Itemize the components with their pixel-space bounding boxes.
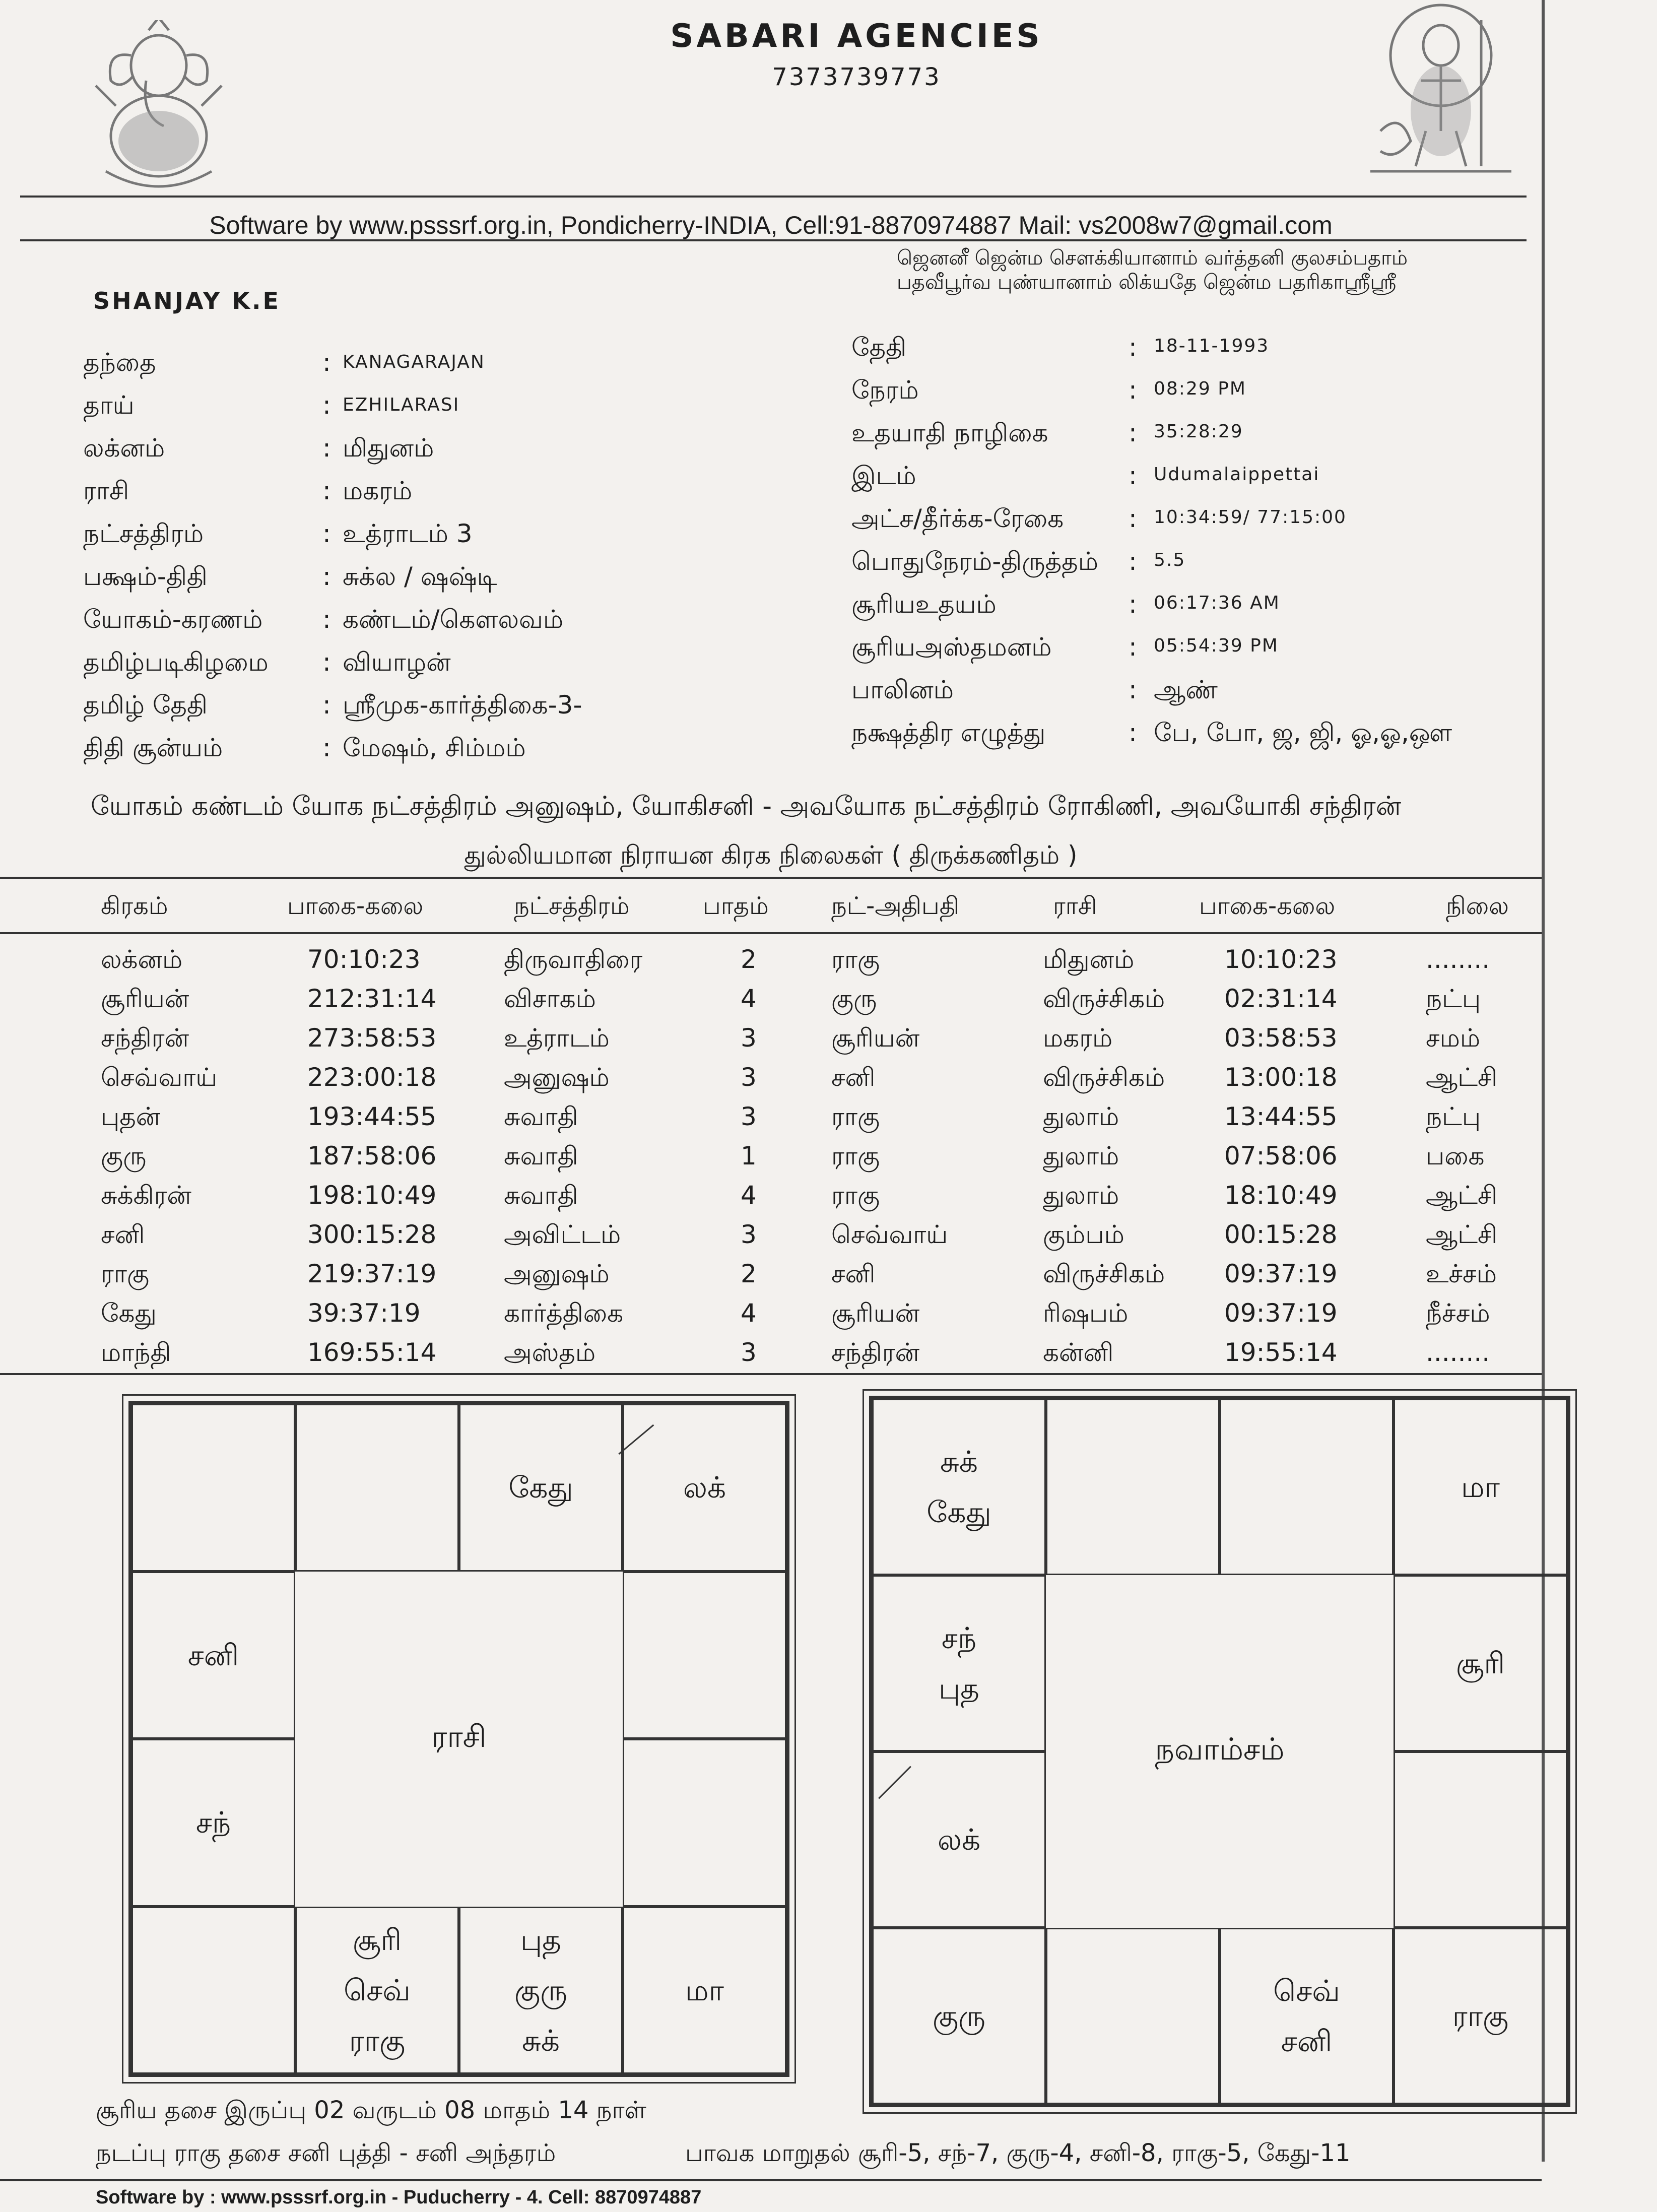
table-cell: 4: [741, 1298, 757, 1328]
chart-house: [872, 1575, 1046, 1751]
table-cell: 219:37:19: [307, 1259, 437, 1288]
table-cell: 273:58:53: [307, 1023, 437, 1053]
field-label: தமிழ் தேதி: [83, 690, 208, 720]
planet-label: சனி: [187, 1638, 239, 1672]
chart-title: நவாம்சம்: [1155, 1732, 1285, 1767]
field-value: 06:17:36 AM: [1154, 593, 1280, 613]
table-cell: குரு: [101, 1141, 147, 1170]
table-cell: 70:10:23: [307, 945, 421, 974]
table-cell: விசாகம்: [504, 984, 596, 1013]
field-value: கண்டம்/கௌலவம்: [343, 605, 564, 634]
table-cell: துலாம்: [1043, 1141, 1119, 1170]
colon: :: [322, 733, 331, 762]
planet-label: மா: [1461, 1470, 1500, 1504]
planet-label: சுக்: [940, 1445, 978, 1479]
planet-label: சந்: [941, 1621, 977, 1655]
field-value: EZHILARASI: [343, 395, 460, 415]
field-udayadi: [851, 418, 1243, 451]
field-sunrise: [851, 590, 1280, 622]
table-cell: கும்பம்: [1043, 1220, 1124, 1249]
colon: :: [1129, 675, 1137, 704]
mantra-line: ஜெனனீ ஜென்ம சௌக்கியானாம் வர்த்தனி குலசம்பதாம்: [897, 246, 1408, 270]
colon: :: [322, 690, 331, 720]
field-label: பாலினம்: [851, 675, 954, 704]
field-value: KANAGARAJAN: [343, 352, 485, 372]
field-value: 08:29 PM: [1154, 378, 1246, 399]
planet-label: சனி: [1281, 2024, 1333, 2058]
table-cell: 00:15:28: [1224, 1220, 1338, 1249]
table-cell: சனி: [101, 1220, 145, 1249]
chart-house: [459, 1907, 623, 2074]
field-weekday: [83, 647, 451, 680]
field-name-letters: [851, 718, 1452, 751]
planet-label: சந்: [195, 1805, 231, 1840]
table-cell: புதன்: [101, 1102, 161, 1131]
table-cell: 3: [741, 1023, 757, 1053]
table-cell: பகை: [1426, 1141, 1485, 1170]
column-header: நட்-அதிபதி: [831, 892, 960, 920]
chart-house: [1220, 1399, 1394, 1575]
table-cell: சூரியன்: [101, 984, 189, 1013]
table-row: [0, 945, 1542, 985]
field-label: அட்ச/தீர்க்க-ரேகை: [851, 504, 1064, 533]
field-value: மேஷம், சிம்மம்: [343, 733, 526, 762]
colon: :: [322, 647, 331, 677]
table-cell: அனுஷம்: [504, 1259, 610, 1288]
field-date: [851, 333, 1270, 365]
column-header: ராசி: [1053, 892, 1097, 920]
table-row: [0, 984, 1542, 1024]
colon: :: [1129, 547, 1137, 576]
murugan-image: [1360, 0, 1527, 181]
table-cell: 02:31:14: [1224, 984, 1338, 1013]
field-value: Udumalaippettai: [1154, 464, 1320, 485]
field-tithi-shunya: [83, 733, 526, 766]
chart-house: [1046, 1399, 1220, 1575]
chart-title: ராசி: [431, 1719, 487, 1754]
field-label: தமிழ்படிகிழமை: [83, 647, 269, 677]
table-cell: மாந்தி: [101, 1338, 171, 1367]
table-cell: 19:55:14: [1224, 1338, 1338, 1367]
yogam-line: யோகம் கண்டம் யோக நட்சத்திரம் அனுஷம், யோகிசனி - அவயோக நட்சத்திரம் ரோகிணி, அவயோகி சந்திரன்: [91, 791, 1402, 821]
table-cell: 169:55:14: [307, 1338, 437, 1367]
chart-house: [623, 1572, 786, 1739]
planet-label: கேது: [926, 1495, 991, 1529]
colon: :: [322, 391, 331, 420]
field-label: சூரியஅஸ்தமனம்: [851, 632, 1052, 662]
field-label: நேரம்: [851, 375, 919, 405]
planet-label: குரு: [514, 1973, 567, 2007]
chart-house: [131, 1404, 295, 1572]
divider: [0, 2179, 1542, 2181]
table-cell: குரு: [831, 984, 877, 1013]
agency-phone: 7373739773: [772, 63, 941, 91]
chart-house: [1046, 1928, 1220, 2104]
planet-label: ராகு: [349, 2023, 406, 2058]
table-cell: 39:37:19: [307, 1298, 421, 1328]
table-cell: சூரியன்: [831, 1298, 920, 1328]
chart-house: [295, 1907, 459, 2074]
table-cell: 03:58:53: [1224, 1023, 1338, 1053]
divider: [20, 239, 1527, 241]
person-name: SHANJAY K.E: [93, 287, 281, 314]
field-value: 35:28:29: [1154, 421, 1243, 442]
agency-name: SABARI AGENCIES: [670, 18, 1043, 55]
colon: :: [1129, 461, 1137, 490]
table-cell: ராகு: [831, 1181, 880, 1210]
column-header: நட்சத்திரம்: [514, 892, 630, 920]
table-cell: நீச்சம்: [1426, 1298, 1490, 1328]
table-row: [0, 1220, 1542, 1260]
table-cell: திருவாதிரை: [504, 945, 643, 974]
chart-house: [295, 1404, 459, 1572]
planet-label: செவ்: [344, 1973, 411, 2007]
table-cell: துலாம்: [1043, 1102, 1119, 1131]
table-cell: 09:37:19: [1224, 1259, 1338, 1288]
field-sunset: [851, 632, 1279, 665]
field-mother: [83, 391, 460, 423]
table-cell: கார்த்திகை: [504, 1298, 624, 1328]
table-cell: அஸ்தம்: [504, 1338, 596, 1367]
table-row: [0, 1063, 1542, 1103]
field-value: 18-11-1993: [1154, 336, 1270, 356]
table-cell: 13:00:18: [1224, 1063, 1338, 1092]
chart-house: [1394, 1928, 1567, 2104]
field-nakshatra: [83, 519, 473, 552]
field-label: லக்னம்: [83, 433, 165, 463]
colon: :: [322, 605, 331, 634]
table-cell: 10:10:23: [1224, 945, 1338, 974]
table-cell: ........: [1426, 945, 1490, 974]
table-cell: 198:10:49: [307, 1181, 437, 1210]
table-cell: லக்னம்: [101, 945, 183, 974]
field-value: ஆண்: [1154, 675, 1218, 704]
table-cell: செவ்வாய்: [831, 1220, 948, 1249]
planet-label: செவ்: [1273, 1974, 1340, 2008]
column-header: பாகை-கலை: [1199, 892, 1336, 920]
table-cell: ஆட்சி: [1426, 1181, 1498, 1210]
chart-house: [872, 1399, 1046, 1575]
table-cell: உச்சம்: [1426, 1259, 1497, 1288]
planet-label: லக்: [937, 1823, 981, 1857]
field-value: 10:34:59/ 77:15:00: [1154, 507, 1347, 528]
field-value: சுக்ல / ஷஷ்டி: [343, 562, 497, 591]
table-cell: சுவாதி: [504, 1102, 578, 1131]
planet-label: சுக்: [522, 2023, 560, 2058]
field-label: தாய்: [83, 391, 135, 420]
field-lagnam: [83, 433, 434, 466]
field-paksha-tithi: [83, 562, 497, 595]
table-row: [0, 1298, 1542, 1339]
table-cell: விருச்சிகம்: [1043, 1063, 1165, 1092]
chart-house: [131, 1572, 295, 1739]
field-value: பே, போ, ஜ, ஜி, ஓ,ஓ,ஔ: [1154, 718, 1452, 747]
table-cell: 193:44:55: [307, 1102, 437, 1131]
table-cell: கன்னி: [1043, 1338, 1114, 1367]
table-cell: அனுஷம்: [504, 1063, 610, 1092]
colon: :: [1129, 333, 1137, 362]
table-cell: 212:31:14: [307, 984, 437, 1013]
planet-label: கேது: [508, 1470, 573, 1505]
colon: :: [1129, 632, 1137, 662]
field-gender: [851, 675, 1218, 708]
table-cell: 3: [741, 1338, 757, 1367]
planet-label: லக்: [683, 1470, 726, 1505]
chart-house: [623, 1907, 786, 2074]
table-cell: சந்திரன்: [831, 1338, 920, 1367]
table-cell: 2: [741, 945, 757, 974]
colon: :: [1129, 418, 1137, 447]
planet-label: ராகு: [1452, 1999, 1509, 2033]
planet-label: சூரி: [352, 1922, 402, 1957]
table-cell: சுவாதி: [504, 1181, 578, 1210]
table-cell: 3: [741, 1063, 757, 1092]
table-cell: விருச்சிகம்: [1043, 984, 1165, 1013]
current-dasa: நடப்பு ராகு தசை சனி புத்தி - சனி அந்தரம்: [96, 2139, 556, 2167]
table-cell: விருச்சிகம்: [1043, 1259, 1165, 1288]
chart-house: [459, 1404, 623, 1572]
table-cell: சுக்கிரன்: [101, 1181, 191, 1210]
table-cell: 300:15:28: [307, 1220, 437, 1249]
field-label: சூரியஉதயம்: [851, 590, 997, 619]
column-header: கிரகம்: [101, 892, 168, 920]
field-value: 05:54:39 PM: [1154, 635, 1279, 656]
table-cell: 4: [741, 1181, 757, 1210]
software-credit-top: Software by www.psssrf.org.in, Pondicherry-INDIA, Cell:91-8870974887 Mail: vs2008w7@gmail.com: [209, 211, 1333, 239]
table-cell: 4: [741, 984, 757, 1013]
dasa-balance: சூரிய தசை இருப்பு 02 வருடம் 08 மாதம் 14 நாள்: [96, 2096, 646, 2124]
table-cell: 3: [741, 1102, 757, 1131]
planet-label: மா: [685, 1973, 724, 2007]
mantra: [897, 246, 1532, 294]
table-row: [0, 1141, 1542, 1182]
table-cell: மிதுனம்: [1043, 945, 1135, 974]
table-cell: 09:37:19: [1224, 1298, 1338, 1328]
bhava-change: பாவக மாறுதல் சூரி-5, சந்-7, குரு-4, சனி-8, ராகு-5, கேது-11: [685, 2139, 1351, 2167]
table-cell: சூரியன்: [831, 1023, 920, 1053]
column-header: பாகை-கலை: [287, 892, 424, 920]
table-cell: ராகு: [831, 1102, 880, 1131]
planet-table-title: துல்லியமான நிராயன கிரக நிலைகள் ( திருக்கணிதம் ): [464, 840, 1078, 870]
software-credit-bottom: Software by : www.psssrf.org.in - Puducherry - 4. Cell: 8870974887: [96, 2187, 702, 2208]
field-tamil-date: [83, 690, 582, 723]
divider: [0, 1373, 1542, 1375]
table-cell: 1: [741, 1141, 757, 1170]
field-label: உதயாதி நாழிகை: [851, 418, 1048, 447]
column-header: நிலை: [1446, 892, 1509, 920]
planet-label: சூரி: [1455, 1646, 1505, 1680]
table-cell: நட்பு: [1426, 1102, 1481, 1131]
table-row: [0, 1259, 1542, 1299]
field-label: தந்தை: [83, 348, 156, 377]
table-cell: 3: [741, 1220, 757, 1249]
field-rasi: [83, 476, 413, 509]
table-cell: சமம்: [1426, 1023, 1481, 1053]
field-yogam-karanam: [83, 605, 564, 637]
table-cell: ராகு: [831, 1141, 880, 1170]
colon: :: [322, 433, 331, 463]
planet-label: குரு: [933, 1999, 985, 2033]
table-cell: துலாம்: [1043, 1181, 1119, 1210]
field-place: [851, 461, 1320, 494]
field-value: வியாழன்: [343, 647, 451, 677]
field-value: மிதுனம்: [343, 433, 434, 463]
table-row: [0, 1338, 1542, 1378]
table-cell: 07:58:06: [1224, 1141, 1338, 1170]
table-cell: ஆட்சி: [1426, 1063, 1498, 1092]
table-cell: சனி: [831, 1063, 876, 1092]
field-value: 5.5: [1154, 550, 1186, 570]
field-value: உத்ராடம் 3: [343, 519, 473, 548]
table-cell: ........: [1426, 1338, 1490, 1367]
table-row: [0, 1102, 1542, 1142]
divider: [0, 932, 1542, 934]
field-label: ராசி: [83, 476, 129, 505]
table-cell: 13:44:55: [1224, 1102, 1338, 1131]
colon: :: [322, 519, 331, 548]
table-cell: கேது: [101, 1298, 157, 1328]
table-cell: நட்பு: [1426, 984, 1481, 1013]
field-label: இடம்: [851, 461, 916, 490]
field-label: திதி சூன்யம்: [83, 733, 223, 762]
table-cell: ஆட்சி: [1426, 1220, 1498, 1249]
table-cell: சந்திரன்: [101, 1023, 189, 1053]
field-label: நட்சத்திரம்: [83, 519, 204, 548]
colon: :: [1129, 375, 1137, 405]
ganesha-image: [76, 20, 242, 202]
navamsa-chart: [869, 1396, 1570, 2107]
field-time: [851, 375, 1246, 408]
divider: [20, 196, 1527, 198]
chart-house: [1394, 1399, 1567, 1575]
field-value: ஸ்ரீமுக-கார்த்திகை-3-: [343, 690, 582, 720]
table-cell: ராகு: [831, 945, 880, 974]
colon: :: [1129, 504, 1137, 533]
table-cell: ரிஷபம்: [1043, 1298, 1129, 1328]
field-time-correction: [851, 547, 1186, 579]
field-lat-long: [851, 504, 1347, 537]
chart-house: [623, 1739, 786, 1907]
column-header: பாதம்: [703, 892, 769, 920]
chart-house: [1394, 1751, 1567, 1928]
table-cell: அவிட்டம்: [504, 1220, 621, 1249]
table-cell: செவ்வாய்: [101, 1063, 218, 1092]
chart-house: [1220, 1928, 1394, 2104]
chart-house: [872, 1928, 1046, 2104]
table-cell: 2: [741, 1259, 757, 1288]
divider: [0, 877, 1542, 879]
field-label: பொதுநேரம்-திருத்தம்: [851, 547, 1098, 576]
table-cell: சனி: [831, 1259, 876, 1288]
table-row: [0, 1023, 1542, 1064]
rasi-chart: [128, 1401, 789, 2077]
table-row: [0, 1181, 1542, 1221]
field-value: மகரம்: [343, 476, 413, 505]
chart-house: [1394, 1575, 1567, 1751]
table-cell: ராகு: [101, 1259, 150, 1288]
table-cell: 223:00:18: [307, 1063, 437, 1092]
table-cell: உத்ராடம்: [504, 1023, 610, 1053]
table-cell: 18:10:49: [1224, 1181, 1338, 1210]
planet-label: புத: [939, 1671, 979, 1706]
table-cell: சுவாதி: [504, 1141, 578, 1170]
field-label: நக்ஷத்திர எழுத்து: [851, 718, 1046, 747]
field-label: தேதி: [851, 333, 907, 362]
field-father: [83, 348, 485, 380]
planet-table-header: [0, 892, 1542, 932]
table-cell: மகரம்: [1043, 1023, 1113, 1053]
chart-house: [131, 1907, 295, 2074]
table-cell: 187:58:06: [307, 1141, 437, 1170]
field-label: பக்ஷம்-திதி: [83, 562, 208, 591]
colon: :: [322, 476, 331, 505]
colon: :: [1129, 590, 1137, 619]
colon: :: [1129, 718, 1137, 747]
colon: :: [322, 348, 331, 377]
planet-label: புத: [520, 1922, 561, 1957]
chart-house: [131, 1739, 295, 1907]
mantra-line: பதவீபூர்வ புண்யானாம் லிக்யதே ஜென்ம பதரிகாஸ்ரீஸ்ரீ: [897, 271, 1397, 294]
colon: :: [322, 562, 331, 591]
field-label: யோகம்-கரணம்: [83, 605, 263, 634]
